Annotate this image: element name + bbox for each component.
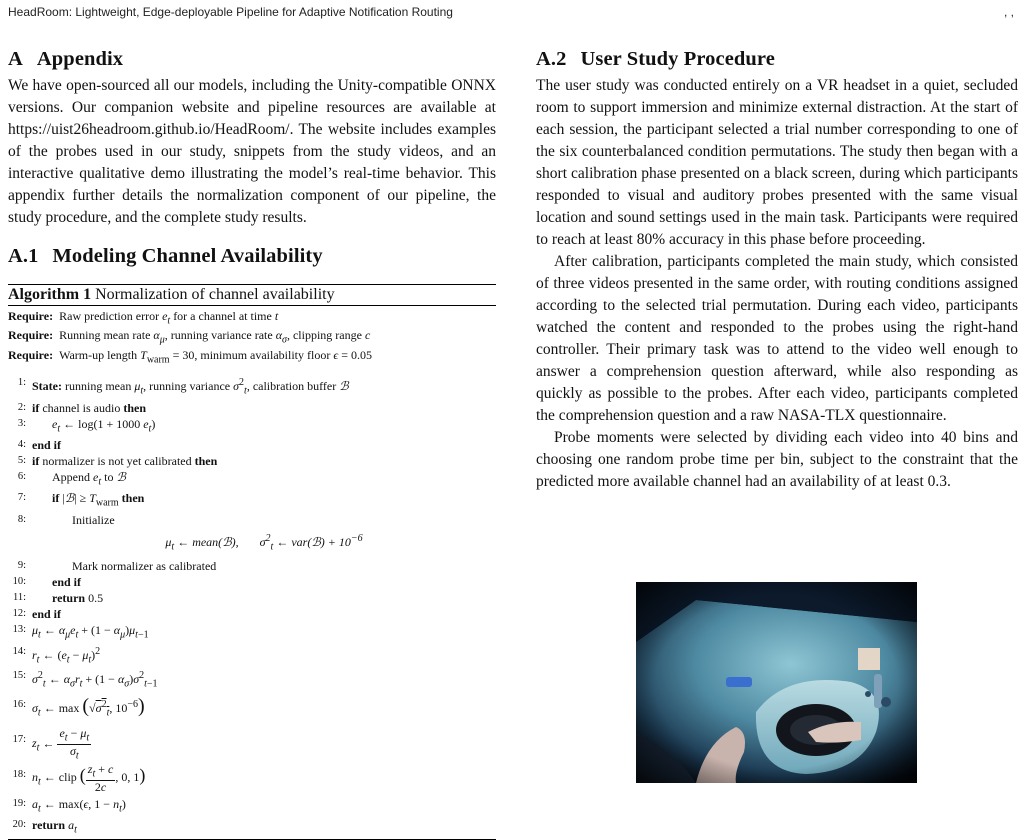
algorithm-step: 17: $z_t$ ← $\frac{e_t - \mu_t}{\sigma_t}$ xyxy=(12,725,90,762)
running-header-title: HeadRoom: Lightweight, Edge-deployable Pipeline for Adaptive Notification Routing xyxy=(8,5,453,19)
require-line: Require: Warm-up length $T_{warm} = 30$, minimum availability floor ϵ = 0.05 xyxy=(8,347,372,366)
algorithm-step: 18: $n_t$ ← clip ( $\frac{z_t + c}{2c}$ , 0, 1) xyxy=(12,762,146,795)
running-header-right: , , xyxy=(1003,5,1014,19)
algorithm-box xyxy=(8,284,496,840)
algorithm-step: 13: $\mu_t$ ← $\alpha_\mu e_t + (1 - \alpha_\mu)\mu_{t-1}$ xyxy=(12,623,149,641)
study-scene-photo xyxy=(636,582,917,783)
require-text: Running mean rate $\alpha_\mu$, running variance rate $\alpha_\sigma$, clipping range c xyxy=(59,328,371,346)
algorithm-step: 8: Initialize xyxy=(17,512,115,527)
study-paragraph-2: After calibration, participants completed the main study, which consisted of three videos presented in the same order, with routing conditions assigned according to the selected trial permutation. During each video, participants watched the content and responded to the probes using the right-hand controller. Their primary task was to attend to the video well enough to answer a comprehension question afterward, while also responding as quickly as possible to the probes. After each video, participants completed the comprehension question and a raw NASA-TLX questionnaire. xyxy=(536,253,1018,424)
algorithm-caption: Normalization of channel availability xyxy=(95,286,335,303)
require-text: Warm-up length $T_{warm} = 30$, minimum availability floor ϵ = 0.05 xyxy=(59,347,372,366)
algorithm-step: 4: end if xyxy=(17,437,62,452)
algorithm-step: 19: $a_t$ ← max(ϵ, $1 - n_t$) xyxy=(12,796,126,815)
right-column xyxy=(536,48,1018,493)
running-header xyxy=(8,5,1018,19)
algorithm-step: 11: return 0.5 xyxy=(12,591,104,606)
algorithm-step: 14: $r_t$ ← $(e_t - \mu_t)^2$ xyxy=(12,645,101,665)
require-line: Require: Raw prediction error $e_t$ for a channel at time t xyxy=(8,309,279,327)
appendix-title: Appendix xyxy=(36,48,124,70)
require-line: Require: Running mean rate $\alpha_\mu$, running variance rate $\alpha_\sigma$, clipping range c xyxy=(8,328,371,346)
algorithm-step: 16: $\sigma_t$ ← $\max (√\sigma^2_t$, $10^{-6}$) xyxy=(12,695,145,719)
algorithm-step: 6: Append $e_t$ to ℬ xyxy=(17,469,126,488)
appendix-heading xyxy=(8,48,496,71)
require-text: Raw prediction error $e_t$ for a channel at time t xyxy=(59,309,279,327)
section-a2-title: User Study Procedure xyxy=(580,48,775,70)
section-a2-number: A.2 xyxy=(536,48,567,70)
study-paragraph-1: The user study was conducted entirely on a VR headset in a quiet, secluded room to support immersion and minimize external distraction. At the start of each session, the participant selected a trial number corresponding to one of the six counterbalanced condition permutations. The study then began with a short calibration phase presented on a black screen, during which participants responded to visual and auditory probes presented with the same visual location and sound settings used in the main task. Participants were required to reach at least 80% accuracy in this phase before proceeding. xyxy=(536,77,1018,248)
algorithm-steps xyxy=(8,375,496,838)
algorithm-step: 20: return $a_t$ xyxy=(12,818,77,836)
appendix-paragraph: We have open-sourced all our models, including the Unity-compatible ONNX versions. Our companion website and pipeline resources are available at https://uist26headroom.github.io/HeadRoom/. The website includes examples of the probes used in our study, snippets from the study videos, and an interactive qualitative demo illustrating the model’s real-time behavior. This appendix further details the normalization component of our pipeline, the study procedure, and the complete study results. xyxy=(8,77,496,226)
algorithm-title xyxy=(8,285,496,306)
algorithm-step: 12: end if xyxy=(12,607,62,622)
algorithm-step: 3: $e_t$ ← log(1 + 1000 $e_t$) xyxy=(17,416,156,434)
section-a1-title: Modeling Channel Availability xyxy=(52,245,323,267)
algorithm-step: 10: end if xyxy=(12,575,82,590)
algorithm-step: 2: if channel is audio then xyxy=(17,400,146,415)
algorithm-step: 15: $\sigma^2_t$ ← $\alpha_\sigma r_t + (1 - \alpha_\sigma)\sigma^2_{t-1}$ xyxy=(12,669,158,690)
section-a1-number: A.1 xyxy=(8,245,39,267)
algorithm-display-equation: $\mu_t$ ← mean(ℬ), $\sigma^2_t$ ← var(ℬ) + $10^{-6}$ xyxy=(165,532,363,553)
appendix-number: A xyxy=(8,48,23,70)
algorithm-step: 7: if |ℬ| ≥ $T_{warm}$ then xyxy=(17,491,145,509)
section-a1-heading xyxy=(8,245,496,268)
section-a2-heading xyxy=(536,48,1018,71)
algorithm-requires xyxy=(8,309,496,367)
algorithm-label: Algorithm 1 xyxy=(8,286,92,303)
algorithm-step: 5: if normalizer is not yet calibrated then xyxy=(17,453,218,468)
algorithm-step: 1: State: running mean $\mu_t$, running variance $\sigma^2_t$, calibration buffer ℬ xyxy=(17,377,349,397)
left-column xyxy=(8,48,496,840)
study-paragraph-3: Probe moments were selected by dividing each video into 40 bins and choosing one random probe time per bin, subject to the constraint that the predicted more available channel had an availability of at least 0.3. xyxy=(536,429,1018,490)
algorithm-step: 9: Mark normalizer as calibrated xyxy=(17,559,217,574)
